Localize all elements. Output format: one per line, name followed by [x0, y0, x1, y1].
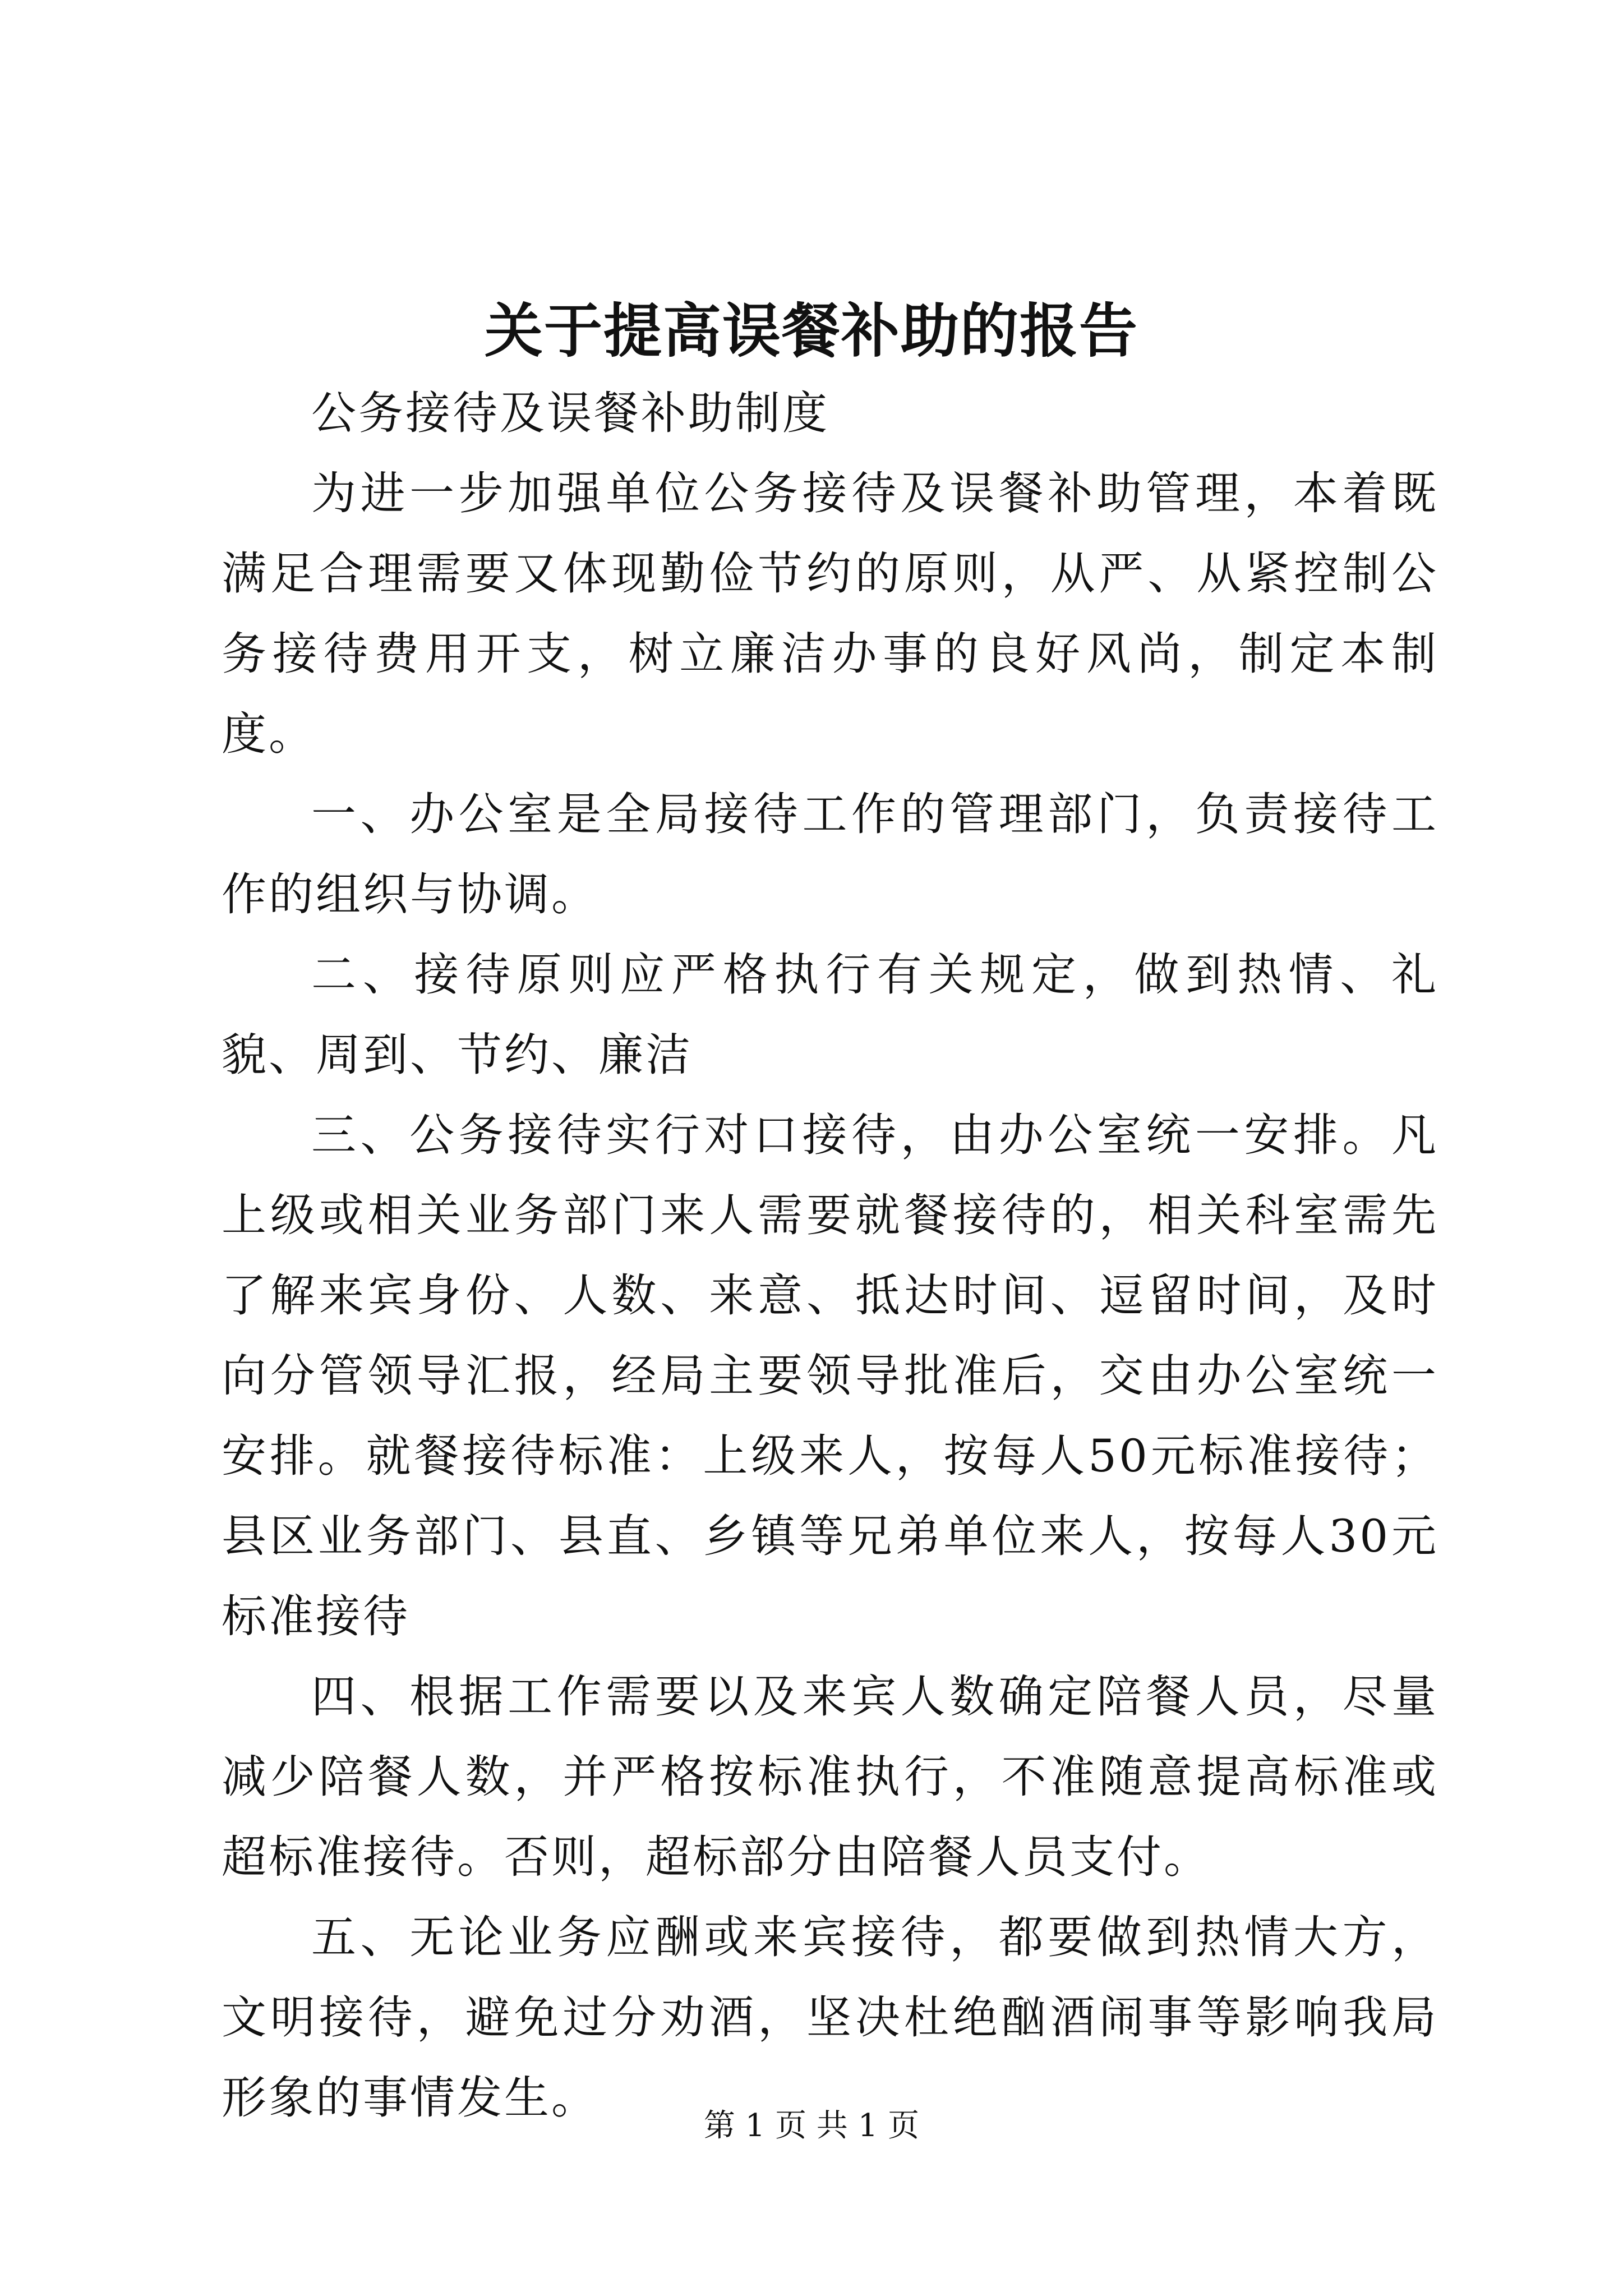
- page-number-footer: 第 1 页 共 1 页: [703, 2108, 920, 2144]
- paragraph-item-3: 三、公务接待实行对口接待，由办公室统一安排。凡上级或相关业务部门来人需要就餐接待的，相关科室需先了解来宾身份、人数、来意、抵达时间、逗留时间，及时向分管领导汇报，经局主要领导批准后，交由办公室统一安排。就餐接待标准：上级来人，按每人50元标准接待；县区业务部门、县直、乡镇等兄弟单位来人，按每人30元标准接待: [222, 1109, 1438, 1642]
- paragraph-item-4: 四、根据工作需要以及来宾人数确定陪餐人员，尽量减少陪餐人数，并严格按标准执行，不准随意提高标准或超标准接待。否则，超标部分由陪餐人员支付。: [222, 1671, 1438, 1883]
- paragraph-item-1: 一、办公室是全局接待工作的管理部门，负责接待工作的组织与协调。: [222, 788, 1438, 921]
- paragraph-intro: 为进一步加强单位公务接待及误餐补助管理，本着既满足合理需要又体现勤俭节约的原则，从严、从紧控制公务接待费用开支，树立廉洁办事的良好风尚，制定本制度。: [222, 467, 1438, 760]
- paragraph-item-5: 五、无论业务应酬或来宾接待，都要做到热情大方，文明接待，避免过分劝酒，坚决杜绝酗酒闹事等影响我局形象的事情发生。: [222, 1911, 1438, 2124]
- paragraph-subtitle: 公务接待及误餐补助制度: [311, 387, 829, 439]
- document-title: 关于提高误餐补助的报告: [484, 296, 1138, 365]
- paragraph-item-2: 二、接待原则应严格执行有关规定，做到热情、礼貌、周到、节约、廉洁: [222, 949, 1438, 1081]
- document-body: [222, 373, 1438, 2138]
